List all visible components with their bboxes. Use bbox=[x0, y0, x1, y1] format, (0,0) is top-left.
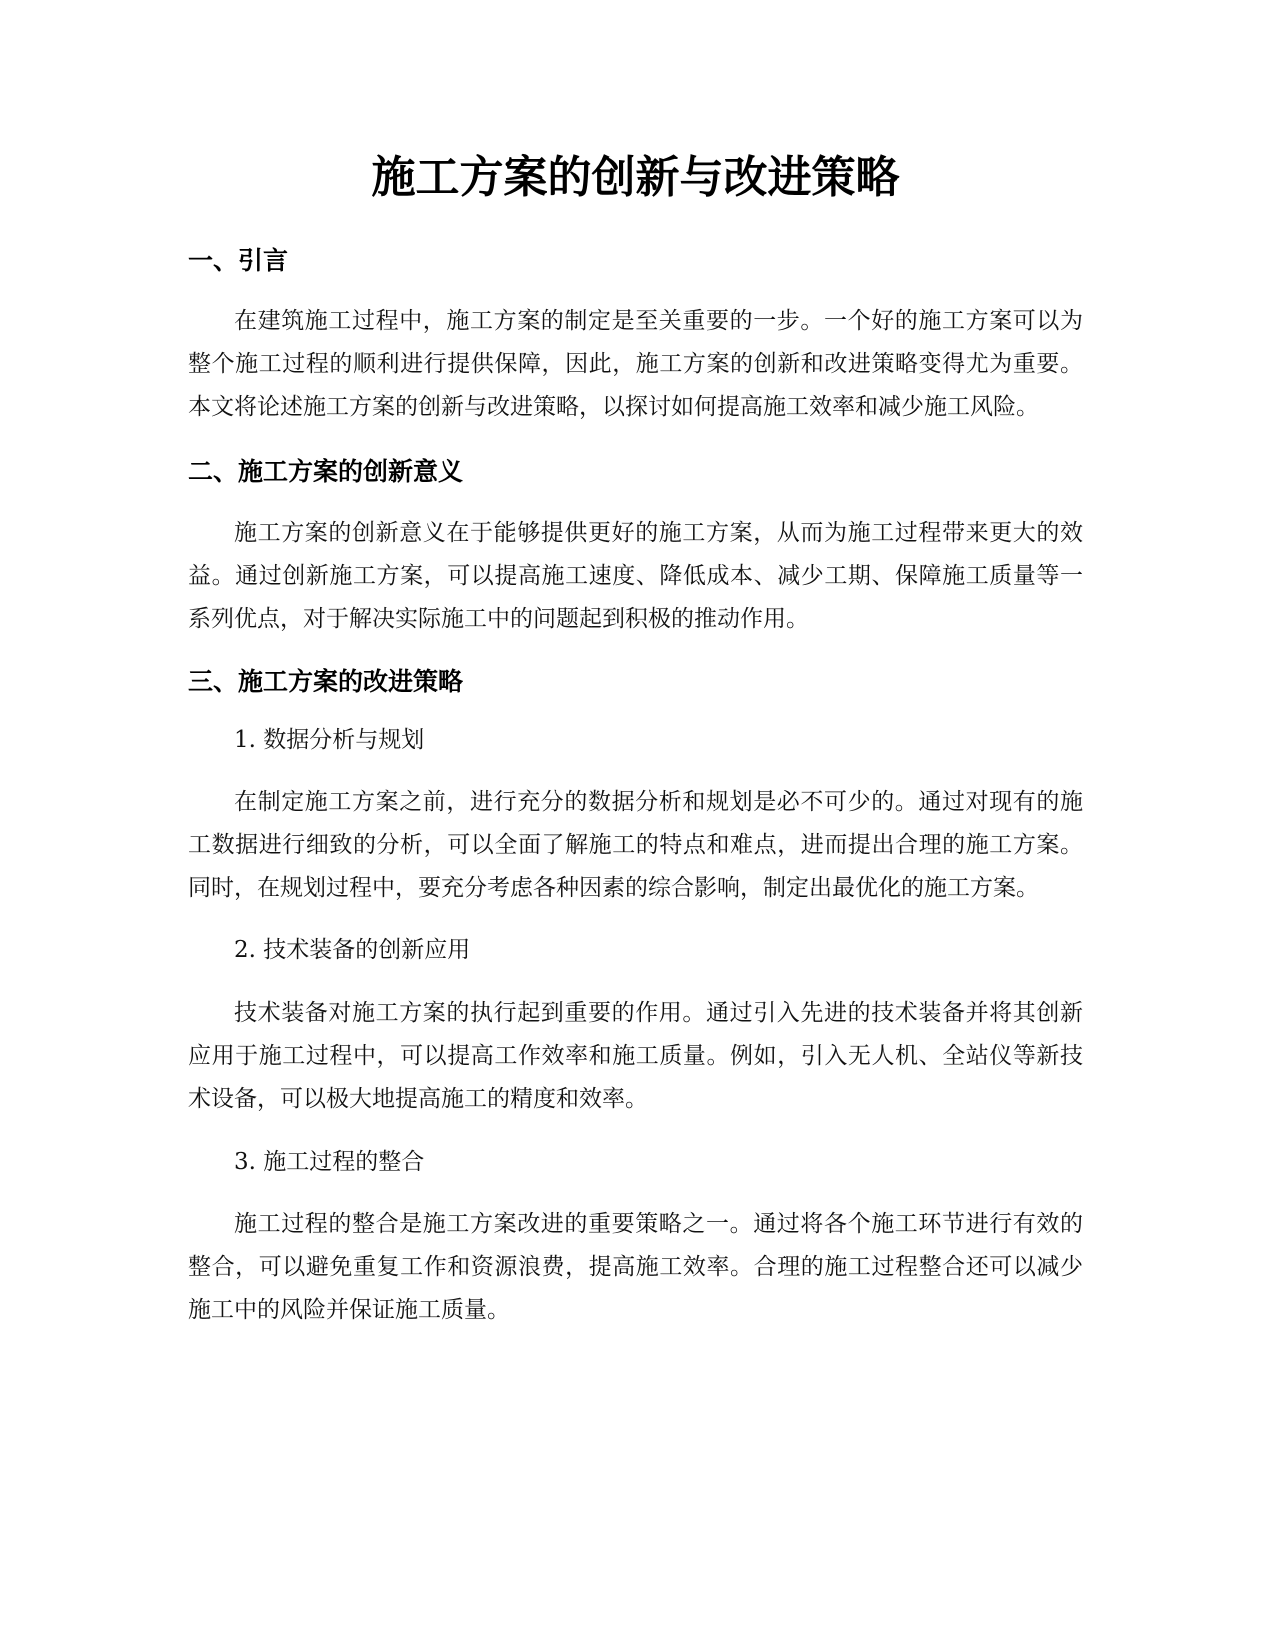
paragraph-data-analysis: 在制定施工方案之前，进行充分的数据分析和规划是必不可少的。通过对现有的施工数据进行细致的分析，可以全面了解施工的特点和难点，进而提出合理的施工方案。同时，在规划过程中，要充分考虑各种因素的综合影响，制定出最优化的施工方案。 bbox=[188, 789, 1083, 901]
paragraph-innovation-significance: 施工方案的创新意义在于能够提供更好的施工方案，从而为施工过程带来更大的效益。通过创新施工方案，可以提高施工速度、降低成本、减少工期、保障施工质量等一系列优点，对于解决实际施工中的问题起到积极的推动作用。 bbox=[188, 520, 1083, 632]
document-title: 施工方案的创新与改进策略 bbox=[371, 152, 900, 203]
subheading-technical-equipment: 2. 技术装备的创新应用 bbox=[234, 937, 471, 963]
document-body bbox=[188, 150, 1083, 1332]
paragraph-introduction: 在建筑施工过程中，施工方案的制定是至关重要的一步。一个好的施工方案可以为整个施工过程的顺利进行提供保障，因此，施工方案的创新和改进策略变得尤为重要。本文将论述施工方案的创新与改进策略，以探讨如何提高施工效率和减少施工风险。 bbox=[188, 308, 1083, 420]
subheading-process-integration: 3. 施工过程的整合 bbox=[234, 1149, 425, 1175]
section-heading-innovation-significance: 二、施工方案的创新意义 bbox=[188, 457, 464, 486]
section-heading-introduction: 一、引言 bbox=[188, 246, 289, 275]
paragraph-technical-equipment: 技术装备对施工方案的执行起到重要的作用。通过引入先进的技术装备并将其创新应用于施工过程中，可以提高工作效率和施工质量。例如，引入无人机、全站仪等新技术设备，可以极大地提高施工的精度和效率。 bbox=[188, 1000, 1083, 1112]
paragraph-process-integration: 施工过程的整合是施工方案改进的重要策略之一。通过将各个施工环节进行有效的整合，可以避免重复工作和资源浪费，提高施工效率。合理的施工过程整合还可以减少施工中的风险并保证施工质量。 bbox=[188, 1211, 1083, 1323]
subheading-data-analysis: 1. 数据分析与规划 bbox=[234, 727, 425, 753]
section-heading-improvement-strategy: 三、施工方案的改进策略 bbox=[188, 667, 464, 696]
